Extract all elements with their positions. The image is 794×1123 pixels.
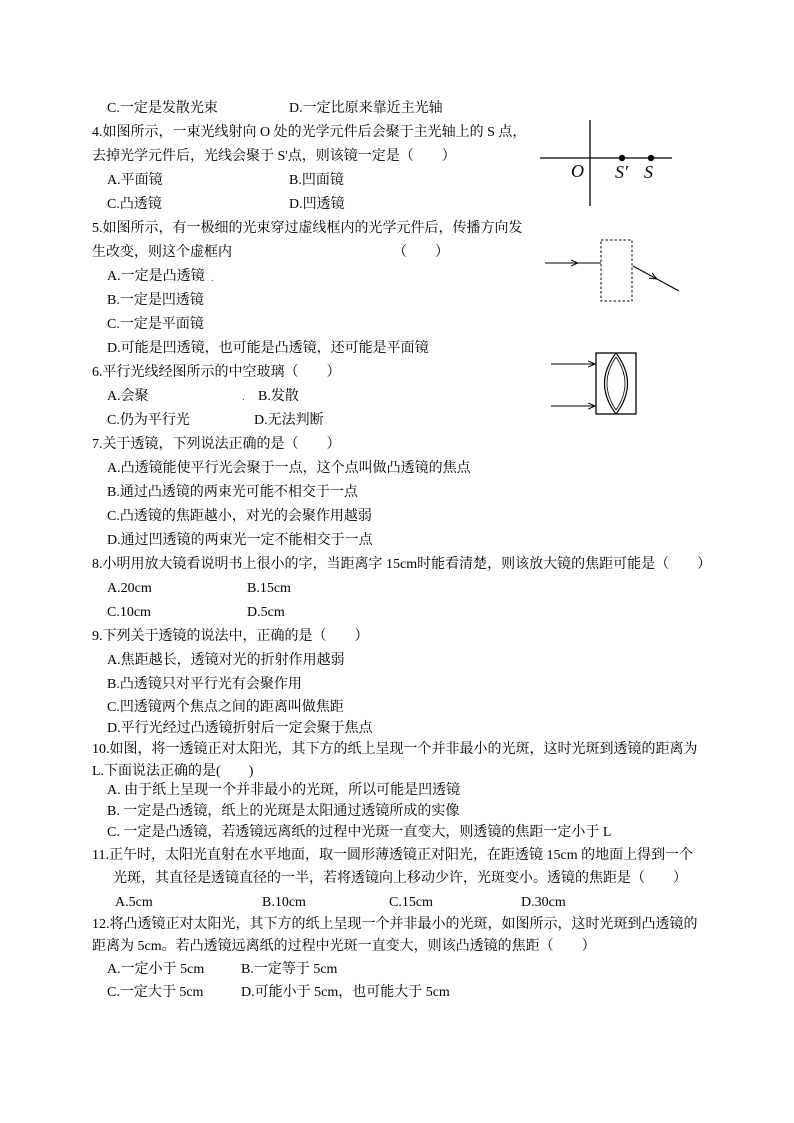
q6-figure-hollow-glass bbox=[549, 348, 641, 418]
q6-stray-mark: . bbox=[242, 391, 245, 403]
point-s-prime-dot bbox=[619, 155, 625, 161]
q5-stem-line-1: 5.如图所示，有一极细的光束穿过虚线框内的光学元件后，传播方向发 bbox=[92, 221, 523, 236]
q10-stem-line-2: L.下面说法正确的是( ) bbox=[92, 764, 254, 779]
q12-option-d: D.可能小于 5cm，也可能大于 5cm bbox=[241, 985, 450, 1000]
q9-option-c: C.凹透镜两个焦点之间的距离叫做焦距 bbox=[107, 700, 344, 715]
q9-option-b: B.凸透镜只对平行光有会聚作用 bbox=[107, 677, 302, 692]
q11-option-b: B.10cm bbox=[262, 895, 306, 910]
q3-option-d: D.一定比原来靠近主光轴 bbox=[289, 101, 443, 116]
q7-stem: 7.关于透镜，下列说法正确的是（ ） bbox=[92, 437, 341, 452]
q9-stem: 9.下列关于透镜的说法中，正确的是（ ） bbox=[92, 629, 369, 644]
q7-option-a: A.凸透镜能使平行光会聚于一点，这个点叫做凸透镜的焦点 bbox=[107, 461, 471, 476]
q12-stem-line-2: 距离为 5cm。若凸透镜远离纸的过程中光斑一直变大，则该凸透镜的焦距（ ） bbox=[92, 939, 596, 954]
q10-option-a: A. 由于纸上呈现一个并非最小的光斑，所以可能是凹透镜 bbox=[107, 783, 461, 798]
refracted-ray-arrow bbox=[633, 266, 656, 279]
q5-option-c: C.一定是平面镜 bbox=[107, 317, 204, 332]
q7-option-c: C.凸透镜的焦距越小，对光的会聚作用越弱 bbox=[107, 509, 372, 524]
refracted-ray-line bbox=[656, 279, 679, 292]
q10-option-c: C. 一定是凸透镜，若透镜远离纸的过程中光斑一直变大，则透镜的焦距一定小于 L bbox=[107, 825, 612, 840]
dashed-box bbox=[601, 240, 632, 301]
q11-option-a: A.5cm bbox=[115, 895, 153, 910]
q8-option-a: A.20cm bbox=[107, 581, 152, 596]
q5-stray-mark: . bbox=[211, 272, 214, 284]
q11-stem-line-2: 光斑，其直径是透镜直径的一半，若将透镜向上移动少许，光斑变小。透镜的焦距是（ ） bbox=[113, 871, 687, 886]
q11-option-d: D.30cm bbox=[521, 895, 566, 910]
q7-option-d: D.通过凹透镜的两束光一定不能相交于一点 bbox=[107, 533, 373, 548]
q10-option-b: B. 一定是凸透镜，纸上的光斑是太阳通过透镜所成的实像 bbox=[107, 804, 460, 819]
glass-block-outline bbox=[596, 353, 636, 414]
q12-stem-line-1: 12.将凸透镜正对太阳光，其下方的纸上呈现一个并非最小的光斑，如图所示，这时光斑到凸透镜的 bbox=[92, 917, 698, 932]
q8-option-d: D.5cm bbox=[247, 605, 285, 620]
q8-stem: 8.小明用放大镜看说明书上很小的字，当距离字 15cm时能看清楚，则该放大镜的焦距可能是（ ） bbox=[92, 557, 712, 572]
q7-option-b: B.通过凸透镜的两束光可能不相交于一点 bbox=[107, 485, 358, 500]
point-s-dot bbox=[648, 155, 654, 161]
q4-stem-line-2: 去掉光学元件后，光线会聚于 S'点，则该镜一定是（ ） bbox=[92, 149, 456, 164]
q4-figure-optical-axis bbox=[538, 118, 678, 210]
q10-stem-line-1: 10.如图，将一透镜正对太阳光，其下方的纸上呈现一个并非最小的光斑，这时光斑到透镜的距离为 bbox=[92, 742, 698, 757]
q12-option-b: B.一定等于 5cm bbox=[241, 962, 338, 977]
q9-option-d: D.平行光经过凸透镜折射后一定会聚于焦点 bbox=[107, 721, 373, 736]
q5-option-b: B.一定是凹透镜 bbox=[107, 293, 204, 308]
q5-option-a: A.一定是凸透镜 bbox=[107, 269, 205, 284]
q4-option-a: A.平面镜 bbox=[107, 173, 163, 188]
q6-stem: 6.平行光线经图所示的中空玻璃（ ） bbox=[92, 365, 341, 380]
q9-option-a: A.焦距越长，透镜对光的折射作用越弱 bbox=[107, 653, 345, 668]
cavity-right-surface bbox=[616, 353, 628, 414]
q11-option-c: C.15cm bbox=[389, 895, 433, 910]
q8-option-b: B.15cm bbox=[247, 581, 291, 596]
label-s-prime: S′ bbox=[615, 162, 628, 182]
q12-option-a: A.一定小于 5cm bbox=[107, 962, 205, 977]
q4-option-d: D.凹透镜 bbox=[289, 197, 345, 212]
q12-option-c: C.一定大于 5cm bbox=[107, 985, 204, 1000]
q4-stem-line-1: 4.如图所示，一束光线射向 O 处的光学元件后会聚于主光轴上的 S 点， bbox=[92, 125, 527, 140]
q6-option-a: A.会聚 bbox=[107, 389, 149, 404]
q8-option-c: C.10cm bbox=[107, 605, 151, 620]
q5-stem-line-2: 生改变，则这个虚框内 bbox=[92, 245, 232, 260]
q6-option-b: B.发散 bbox=[258, 389, 299, 404]
cavity-left-surface bbox=[605, 353, 617, 414]
q4-option-c: C.凸透镜 bbox=[107, 197, 162, 212]
q6-option-c: C.仍为平行光 bbox=[107, 413, 190, 428]
q4-option-b: B.凹面镜 bbox=[289, 173, 344, 188]
q11-stem-line-1: 11.正午时，太阳光直射在水平地面，取一圆形薄透镜正对阳光，在距透镜 15cm 的地面上得到一个 bbox=[92, 848, 694, 863]
q6-option-d: D.无法判断 bbox=[254, 413, 324, 428]
label-o: O bbox=[571, 161, 584, 181]
q5-figure-dashed-box bbox=[543, 236, 683, 306]
q5-answer-blank: （ ） bbox=[393, 245, 449, 260]
q3-option-c: C.一定是发散光束 bbox=[107, 101, 218, 116]
q5-option-d: D.可能是凹透镜，也可能是凸透镜，还可能是平面镜 bbox=[107, 341, 429, 356]
label-s: S bbox=[644, 162, 653, 182]
